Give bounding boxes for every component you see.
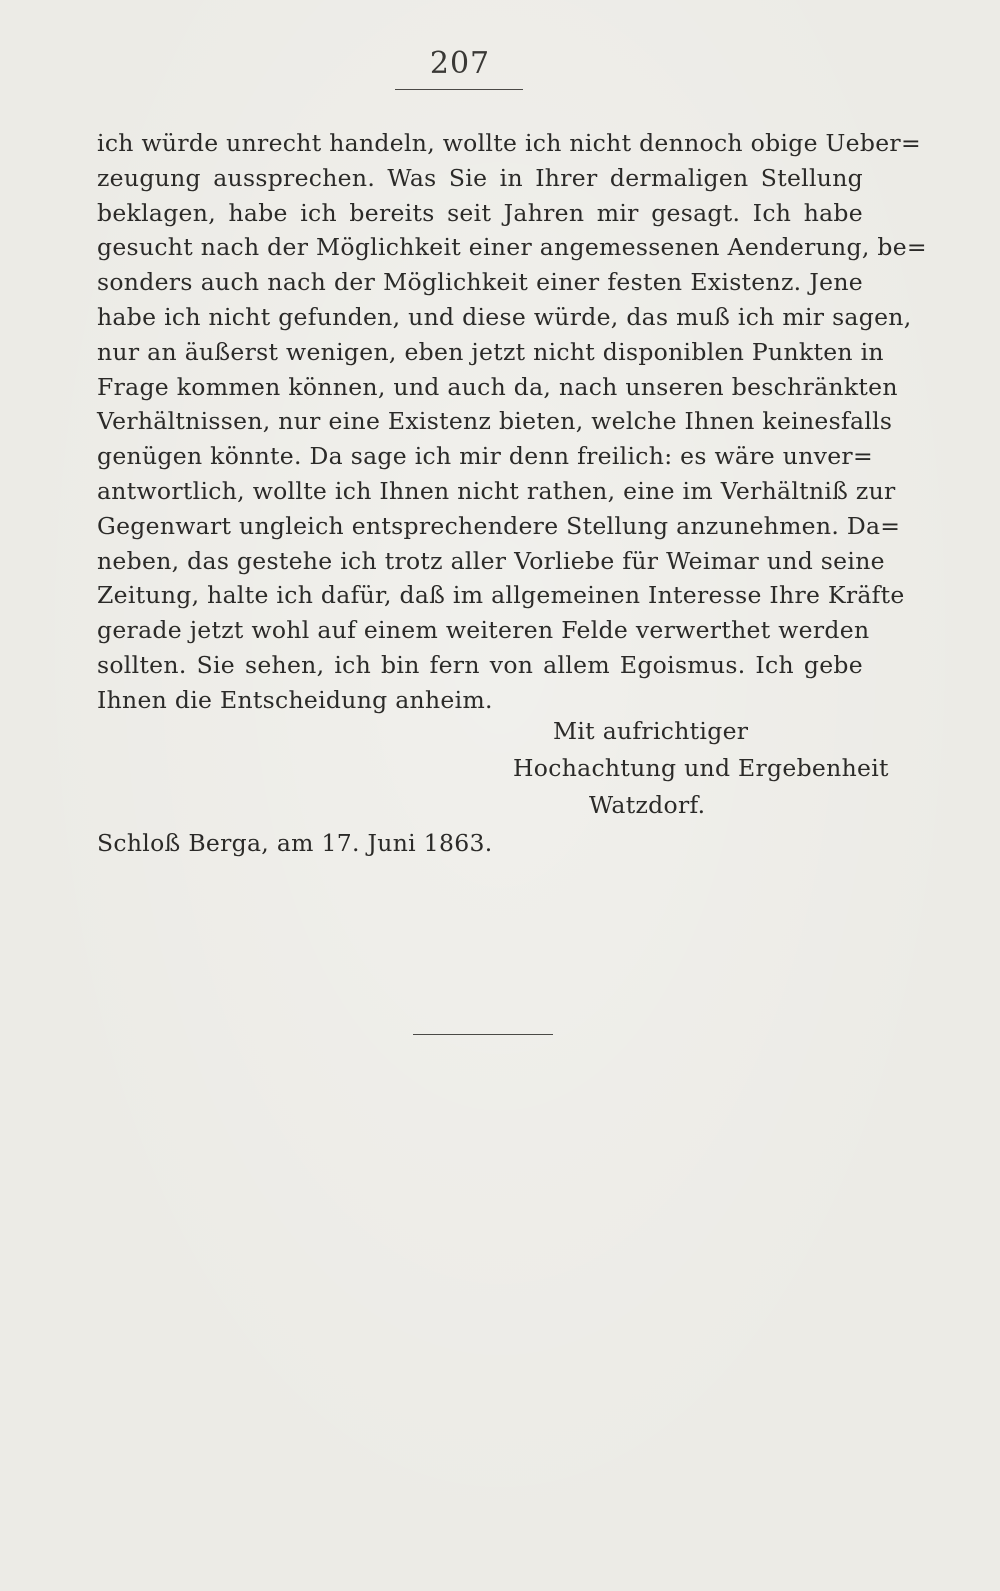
text-line: neben, das gestehe ich trotz aller Vorliebe für Weimar und seine (97, 546, 885, 575)
place-date: Schloß Berga, am 17. Juni 1863. (97, 829, 493, 857)
text-line: habe ich nicht gefunden, und diese würde, das muß ich mir sagen, (97, 302, 912, 331)
text-line: nur an äußerst wenigen, eben jetzt nicht disponiblen Punkten in (97, 337, 884, 366)
text-line: sollten. Sie sehen, ich bin fern von allem Egoismus. Ich gebe (97, 650, 863, 679)
text-line: sonders auch nach der Möglichkeit einer festen Existenz. Jene (97, 268, 863, 297)
header-rule (395, 89, 523, 90)
text-line: genügen könnte. Da sage ich mir denn freilich: es wäre unver= (97, 442, 873, 471)
text-line: ich würde unrecht handeln, wollte ich nicht dennoch obige Ueber= (97, 129, 921, 157)
section-end-rule (413, 1034, 553, 1035)
letter-body (97, 126, 927, 718)
text-line: zeugung aussprechen. Was Sie in Ihrer dermaligen Stellung (97, 163, 863, 192)
closing-line: Mit aufrichtiger (553, 717, 749, 745)
text-line: Gegenwart ungleich entsprechendere Stellung anzunehmen. Da= (97, 511, 901, 540)
text-line: Verhältnissen, nur eine Existenz bieten, welche Ihnen keinesfalls (97, 407, 893, 436)
text-line: gesucht nach der Möglichkeit einer angemessenen Aenderung, be= (97, 233, 927, 262)
text-line: antwortlich, wollte ich Ihnen nicht rathen, eine im Verhältniß zur (97, 476, 896, 505)
text-line: Frage kommen können, und auch da, nach unseren beschränkten (97, 372, 898, 401)
text-line: Ihnen die Entscheidung anheim. (97, 685, 493, 714)
signature: Watzdorf. (589, 791, 706, 819)
text-line: beklagen, habe ich bereits seit Jahren mir gesagt. Ich habe (97, 198, 863, 227)
page-number: 207 (429, 46, 491, 81)
text-line: Zeitung, halte ich dafür, daß im allgemeinen Interesse Ihre Kräfte (97, 581, 905, 610)
closing-line: Hochachtung und Ergebenheit (513, 754, 889, 782)
text-line: gerade jetzt wohl auf einem weiteren Felde verwerthet werden (97, 616, 870, 645)
